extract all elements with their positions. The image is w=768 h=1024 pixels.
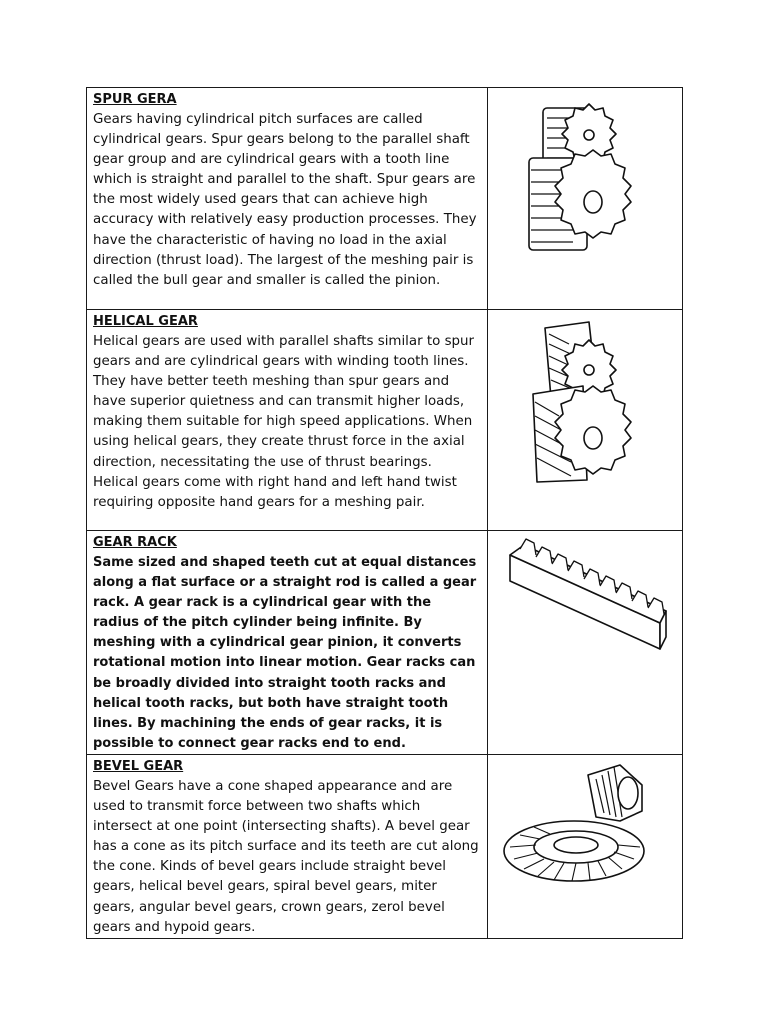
section-body: Bevel Gears have a cone shaped appearance and are used to transmit force between two shafts which intersect at one point (intersecting shafts). A bevel gear has a cone as its pitch surface and its teeth are cut along the cone. Kinds of bevel gears include straight bevel gears, helical bevel gears, spiral bevel gears, miter gears, angular bevel gears, crown gears, zerol bevel gears and hypoid gears. [93, 778, 479, 935]
helical-gear-text-cell [87, 310, 488, 531]
helical-gear-icon [525, 310, 645, 490]
bevel-gear-text-cell [87, 754, 488, 938]
spur-gear-icon [525, 88, 645, 258]
gear-rack-image-cell [488, 531, 683, 755]
helical-gear-image-cell [488, 310, 683, 531]
gear-types-table [86, 87, 683, 939]
section-heading: BEVEL GEAR [93, 758, 184, 774]
bevel-gear-image-cell [488, 754, 683, 938]
spur-gear-image-cell [488, 88, 683, 310]
gear-rack-text-cell [87, 531, 488, 755]
table-row [87, 88, 683, 310]
table-row [87, 531, 683, 755]
spur-gear-text-cell [87, 88, 488, 310]
section-body: Same sized and shaped teeth cut at equal distances along a flat surface or a straight rod is called a gear rack. A gear rack is a cylindrical gear with the radius of the pitch cylinder being infinite. By meshing with a cylindrical gear pinion, it converts rotational motion into linear motion. Gear racks can be broadly divided into straight tooth racks and helical tooth racks, but both have straight tooth lines. By machining the ends of gear racks, it is possible to connect gear racks end to end. [93, 555, 477, 751]
bevel-gear-icon [500, 755, 670, 895]
section-body: Helical gears are used with parallel shafts similar to spur gears and are cylindrical gears with winding tooth lines. They have better teeth meshing than spur gears and have superior quietness and can transmit higher loads, making them suitable for high speed applications. When using helical gears, they create thrust force in the axial direction, necessitating the use of thrust bearings. Helical gears come with right hand and left hand twist requiring opposite hand gears for a meshing pair. [93, 334, 475, 510]
gear-rack-icon [500, 531, 670, 661]
table-row [87, 754, 683, 938]
section-body: Gears having cylindrical pitch surfaces are called cylindrical gears. Spur gears belong to the parallel shaft gear group and are cylindrical gears with a tooth line which is straight and parallel to the shaft. Spur gears are the most widely used gears that can achieve high accuracy with relatively easy production processes. They have the characteristic of having no load in the axial direction (thrust load). The largest of the meshing pair is called the bull gear and smaller is called the pinion. [93, 112, 477, 288]
table-row [87, 310, 683, 531]
section-heading: SPUR GERA [93, 92, 177, 107]
section-heading: GEAR RACK [93, 535, 177, 550]
section-heading: HELICAL GEAR [93, 314, 198, 329]
